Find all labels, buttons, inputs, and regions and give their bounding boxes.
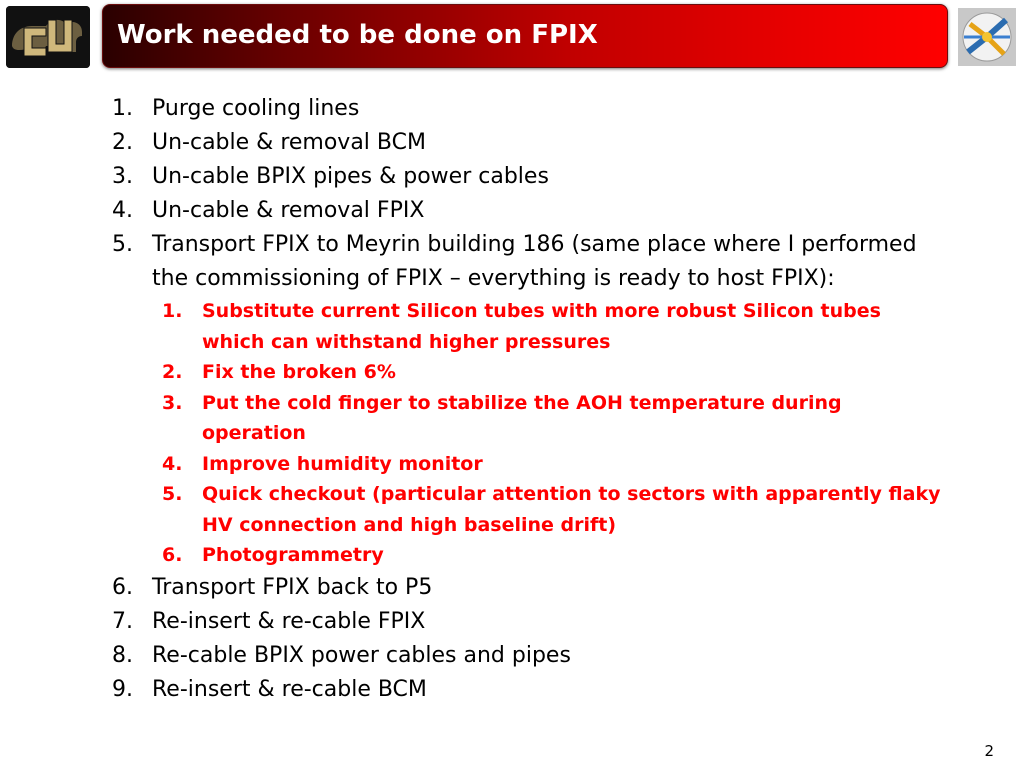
sub-list-item [162,388,972,449]
list-item-text: Un-cable & removal BCM [152,130,426,155]
sub-list-item [162,479,972,540]
list-item-number: 1. [112,96,133,121]
list-item-number: 6. [112,574,133,600]
list-item-text: Transport FPIX back to P5 [152,574,433,600]
sub-list-item [162,357,972,388]
list-item [112,92,972,126]
sub-list-item-number: 4. [162,452,183,475]
list-item-number: 8. [112,642,133,668]
list-item [112,194,972,228]
list-item-number: 3. [112,164,133,189]
cu-buffalo-logo-icon [6,6,90,68]
list-item-number: 2. [112,130,133,155]
list-item [112,673,972,707]
list-item-text: Re-insert & re-cable FPIX [152,608,426,634]
sub-list-item-text: Improve humidity monitor [202,452,483,475]
list-item [112,639,972,673]
sub-list-item [162,296,972,357]
list-item-text: Un-cable & removal FPIX [152,198,425,223]
list-item [112,228,972,571]
sub-list-item-number: 1. [162,300,183,322]
list-item-text: Re-insert & re-cable BCM [152,676,427,702]
list-item [112,605,972,639]
sub-list-item-number: 2. [162,361,183,383]
work-list [112,92,972,707]
title-bar [102,4,948,68]
list-item-number: 7. [112,608,133,634]
sub-list-item-text: Fix the broken 6% [202,361,396,383]
sub-list-item-text: Substitute current Silicon tubes with more robust Silicon tubes which can withstand higher pressures [202,300,881,353]
list-item-text: Un-cable BPIX pipes & power cables [152,164,549,189]
sub-list-item-number: 6. [162,544,183,566]
list-item [112,160,972,194]
list-item [112,126,972,160]
list-item-number: 5. [112,232,133,257]
cms-logo-icon [958,8,1016,66]
sub-list [162,296,972,571]
sub-list-item-number: 3. [162,391,183,414]
sub-list-item [162,540,972,571]
sub-list-item-text: Put the cold finger to stabilize the AOH temperature during operation [202,391,842,444]
sub-list-item-text: Quick checkout (particular attention to sectors with apparently flaky HV connection and high baseline drift) [202,483,941,536]
list-item-number: 4. [112,198,133,223]
list-item-text: Transport FPIX to Meyrin building 186 (same place where I performed the commissioning of FPIX – everything is ready to host FPIX): [152,232,917,291]
sub-list-item-number: 5. [162,483,183,505]
list-item [112,571,972,605]
list-item-text: Re-cable BPIX power cables and pipes [152,642,571,668]
sub-list-item-text: Photogrammetry [202,544,384,566]
list-item-text: Purge cooling lines [152,96,360,121]
list-item-number: 9. [112,676,133,702]
sub-list-item [162,449,972,480]
page-title: Work needed to be done on FPIX [117,20,598,50]
page-number: 2 [984,742,994,760]
